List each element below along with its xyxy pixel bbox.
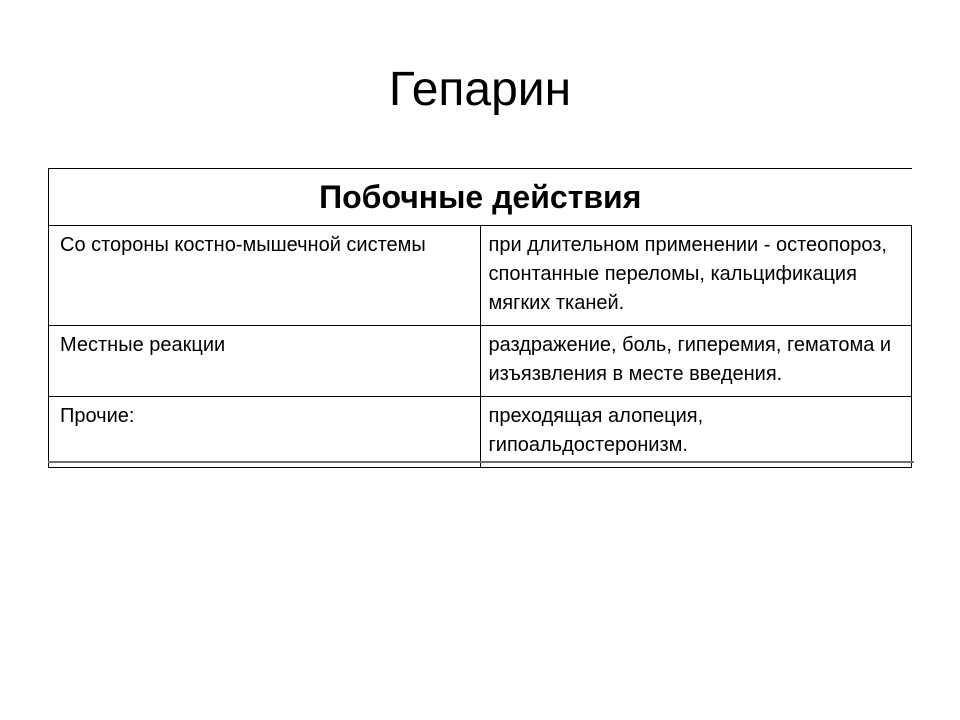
table-row [49, 226, 912, 326]
slide-title: Гепарин [388, 63, 572, 116]
row-description: при длительном применении - остеопороз, спонтанные переломы, кальцификация мягких тканей. [480, 226, 912, 326]
table-row [49, 397, 912, 468]
table-header-row [49, 169, 912, 226]
row-category: Местные реакции [49, 326, 481, 397]
row-description: раздражение, боль, гиперемия, гематома и изъязвления в месте введения. [480, 326, 912, 397]
table-header: Побочные действия [49, 169, 912, 226]
table-row [49, 326, 912, 397]
side-effects-table [48, 168, 912, 468]
row-description: преходящая алопеция, гипоальдостеронизм. [480, 397, 912, 468]
row-category: Со стороны костно-мышечной системы [49, 226, 481, 326]
row-category: Прочие: [49, 397, 481, 468]
table-bottom-shadow [48, 461, 914, 463]
